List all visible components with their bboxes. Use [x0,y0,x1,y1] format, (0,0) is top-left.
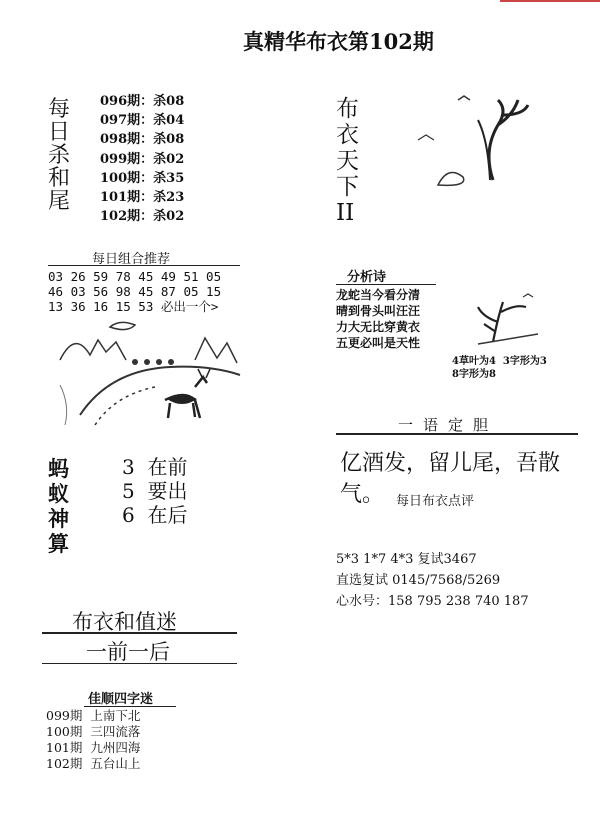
comment-line: 直选复试 0145/7568/5269 [336,573,501,588]
ant-line: 6 在后 [122,503,188,527]
riddle-list [46,708,140,772]
label-char: 日 [48,120,71,146]
poem-note: 8字形为8 [452,369,496,380]
comment-line: 5*3 1*7 4*3 复试3467 [336,552,477,567]
right-title [336,96,359,226]
divider [336,284,436,285]
label-char: 和 [48,166,71,192]
label-char: 杀 [48,143,71,169]
title-char: 天 [336,148,359,174]
ant-line: 5 要出 [122,479,188,503]
divider [42,632,237,634]
list-item: 101期：杀23 [100,190,185,206]
buyi-value-heading: 布衣和值迷 [72,610,177,634]
tree-bird-illustration [408,90,538,200]
label-char: 神 [48,506,69,531]
page-title: 真精华布衣第102期 [243,29,434,54]
label-char: 尾 [48,189,71,215]
list-item: 102期 五台山上 [46,756,141,771]
title-char: 布 [336,96,359,122]
title-char: 下 [336,174,359,200]
poem-notes [452,355,547,381]
divider [48,265,240,266]
corner-line [500,0,600,2]
deer-landscape-illustration [55,315,245,435]
yiyu-text: 亿酒发，留儿尾，吾散气。 [340,451,561,507]
divider [84,706,176,707]
combo-heading: 每日组合推荐 [92,252,171,267]
daily-kill-label [48,98,70,213]
buyi-value-answer: 一前一后 [86,640,170,664]
riddle-heading: 佳顺四字迷 [88,692,154,707]
list-item: 100期 三四流落 [46,724,141,739]
list-item: 099期 上南下北 [46,708,141,723]
ant-lines [122,455,187,527]
poem-line: 力大无比穿黄衣 [336,320,421,334]
ant-line: 3 在前 [122,455,188,479]
list-item: 096期：杀08 [100,94,185,109]
daily-kill-list [100,92,184,226]
poem-line: 龙蛇当今看分清 [336,288,421,302]
list-item: 100期：杀35 [100,170,185,186]
comment-lines [336,549,529,612]
label-char: 蚁 [48,481,69,506]
list-item: 101期 九州四海 [46,740,141,755]
ant-label [48,456,69,556]
divider [42,663,237,664]
list-item: 102期：杀02 [100,209,185,225]
label-char: 算 [48,531,69,556]
list-item: 099期：杀02 [100,151,185,167]
list-item: 098期：杀08 [100,132,185,148]
title-char: 衣 [336,122,359,148]
combo-line: 03 26 59 78 45 49 51 05 [48,269,222,284]
list-item: 097期：杀04 [100,113,185,129]
poem-line: 五更必叫是天性 [336,336,421,350]
title-numeral: II [336,200,355,226]
divider [336,433,578,435]
poem-heading: 分析诗 [347,270,387,285]
poem-note: 3字形为3 [502,356,547,367]
poem-note: 4草叶为4 [452,356,496,367]
label-char: 每 [48,97,71,122]
combo-line: 13 36 16 15 53 必出一个> [48,299,219,314]
label-char: 蚂 [48,456,69,481]
combo-line: 46 03 56 98 45 87 05 15 [48,284,222,299]
combo-numbers [48,269,221,314]
plant-illustration [468,282,548,352]
comment-line: 心水号：158 795 238 740 187 [336,594,529,609]
comment-heading: 每日布衣点评 [396,494,475,509]
poem-lines [336,287,420,351]
yiyu-heading: 一语定胆 [398,416,499,434]
poem-line: 晴到骨头叫汪汪 [336,304,421,318]
